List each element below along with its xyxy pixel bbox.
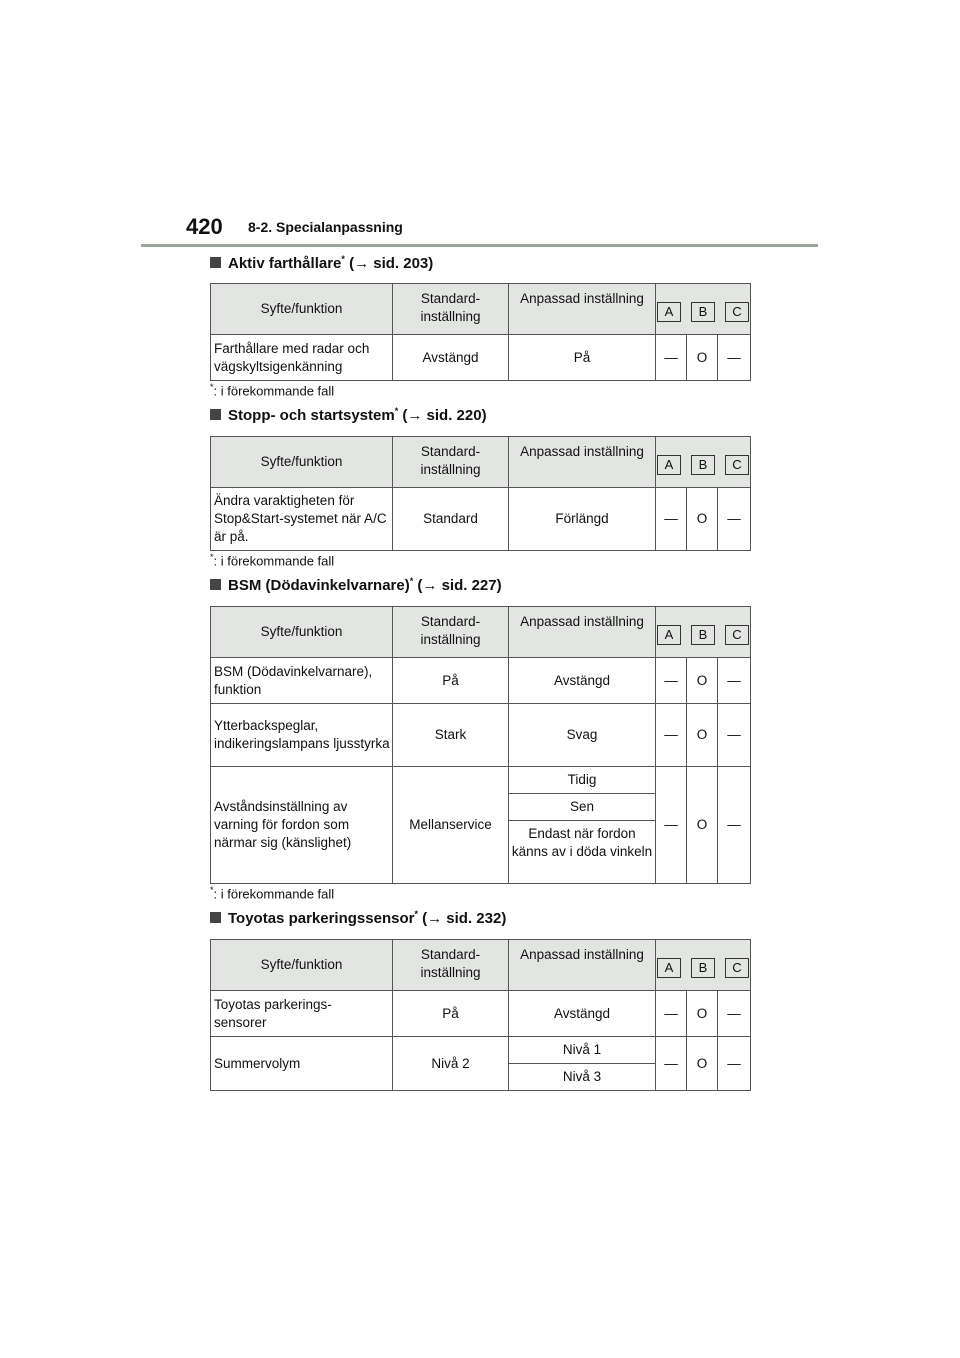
section-title-text: Stopp- och startsystem	[228, 407, 395, 424]
chapter-title: 8-2. Specialanpassning	[248, 219, 403, 235]
page-reference: (→ sid. 220)	[398, 407, 487, 424]
cell-c: —	[718, 488, 751, 551]
footnote-marker: *	[409, 576, 414, 586]
cell-a: —	[656, 1037, 687, 1091]
label-b-box: B	[691, 625, 715, 645]
cell-c: —	[718, 658, 751, 704]
label-c-box: C	[725, 455, 749, 475]
label-a-box: A	[657, 302, 681, 322]
cell-b: O	[687, 335, 718, 381]
label-b-box: B	[691, 302, 715, 322]
cell-default: Stark	[393, 704, 509, 767]
table-row	[211, 658, 751, 704]
table-header-row	[211, 940, 751, 991]
cell-default: Avstängd	[393, 335, 509, 381]
label-a-box: A	[657, 958, 681, 978]
label-a-box: A	[657, 625, 681, 645]
settings-table	[210, 436, 751, 551]
cell-a: —	[656, 704, 687, 767]
label-c-box: C	[725, 625, 749, 645]
cell-purpose: Ytterbackspeglar, indikeringslampans ljusstyrka	[211, 704, 393, 767]
page-number: 420	[186, 214, 223, 239]
table-header-row	[211, 437, 751, 488]
settings-table	[210, 939, 751, 1091]
table-row	[211, 767, 751, 794]
cell-b: O	[687, 488, 718, 551]
label-b-box: B	[691, 455, 715, 475]
cell-a: —	[656, 767, 687, 884]
footnote-text: : i förekommande fall	[213, 383, 335, 399]
footnote-text: : i förekommande fall	[213, 886, 335, 902]
cell-b: O	[687, 991, 718, 1037]
footnote-marker: *	[394, 406, 399, 416]
label-c-box: C	[725, 302, 749, 322]
cell-purpose: BSM (Dödavinkelvarnare), funktion	[211, 658, 393, 704]
cell-b: O	[687, 767, 718, 884]
header-custom: Anpassad inställning	[509, 607, 656, 658]
cell-c: —	[718, 1037, 751, 1091]
cell-a: —	[656, 488, 687, 551]
cell-c: —	[718, 767, 751, 884]
settings-table	[210, 283, 751, 381]
cell-purpose: Avståndsinställning av varning för fordon som närmar sig (känslighet)	[211, 767, 393, 884]
abc-labels	[656, 302, 750, 322]
cell-purpose: Toyotas parkerings- sensorer	[211, 991, 393, 1037]
section-title-text: Aktiv farthållare	[228, 255, 342, 272]
page-reference: (→ sid. 232)	[417, 910, 507, 927]
table-row	[211, 991, 751, 1037]
footnote	[210, 885, 334, 901]
abc-labels	[656, 625, 750, 645]
cell-purpose: Summervolym	[211, 1037, 393, 1091]
section-title	[210, 254, 433, 272]
cell-a: —	[656, 658, 687, 704]
cell-a: —	[656, 335, 687, 381]
header-rule	[141, 244, 818, 247]
section-title	[210, 576, 502, 594]
header-purpose: Syfte/funktion	[211, 607, 393, 658]
section-title	[210, 909, 506, 927]
cell-custom: Endast när fordon känns av i döda vinkeln	[509, 821, 656, 884]
footnote-marker: *	[210, 382, 214, 392]
section-title-text: Toyotas parkeringssensor	[228, 910, 415, 927]
cell-default: På	[393, 991, 509, 1037]
cell-b: O	[687, 704, 718, 767]
cell-custom: Nivå 3	[509, 1064, 656, 1091]
page-reference: (→ sid. 203)	[344, 255, 434, 272]
cell-default: Standard	[393, 488, 509, 551]
header-abc	[656, 437, 751, 488]
header-abc	[656, 284, 751, 335]
cell-purpose: Farthållare med radar och vägskyltsigenkänning	[211, 335, 393, 381]
cell-c: —	[718, 991, 751, 1037]
cell-default: Nivå 2	[393, 1037, 509, 1091]
footnote-marker: *	[210, 885, 214, 895]
cell-b: O	[687, 658, 718, 704]
table-header-row	[211, 284, 751, 335]
square-bullet-icon	[210, 579, 221, 590]
table-header-row	[211, 607, 751, 658]
header-purpose: Syfte/funktion	[211, 437, 393, 488]
page-reference: (→ sid. 227)	[413, 577, 502, 594]
header-purpose: Syfte/funktion	[211, 940, 393, 991]
square-bullet-icon	[210, 912, 221, 923]
cell-c: —	[718, 704, 751, 767]
header-custom: Anpassad inställning	[509, 437, 656, 488]
cell-custom: Förlängd	[509, 488, 656, 551]
header-default: Standard- inställning	[393, 284, 509, 335]
cell-default: På	[393, 658, 509, 704]
header-default: Standard- inställning	[393, 437, 509, 488]
table-row	[211, 488, 751, 551]
abc-labels	[656, 958, 750, 978]
cell-custom: Avstängd	[509, 991, 656, 1037]
footnote	[210, 382, 334, 398]
cell-a: —	[656, 991, 687, 1037]
header-custom: Anpassad inställning	[509, 284, 656, 335]
header-default: Standard- inställning	[393, 607, 509, 658]
square-bullet-icon	[210, 409, 221, 420]
footnote-marker: *	[341, 254, 345, 264]
footnote-text: : i förekommande fall	[213, 553, 335, 569]
page-header	[186, 214, 826, 244]
cell-custom: Svag	[509, 704, 656, 767]
label-a-box: A	[657, 455, 681, 475]
cell-c: —	[718, 335, 751, 381]
cell-custom: Nivå 1	[509, 1037, 656, 1064]
label-c-box: C	[725, 958, 749, 978]
footnote-marker: *	[414, 909, 418, 919]
section-title-text: BSM (Dödavinkelvarnare)	[228, 577, 410, 594]
table-row	[211, 335, 751, 381]
header-abc	[656, 940, 751, 991]
header-custom: Anpassad inställning	[509, 940, 656, 991]
header-purpose: Syfte/funktion	[211, 284, 393, 335]
cell-custom: Sen	[509, 794, 656, 821]
section-title	[210, 406, 487, 424]
table-row	[211, 1037, 751, 1064]
footnote	[210, 552, 334, 568]
header-default: Standard- inställning	[393, 940, 509, 991]
cell-b: O	[687, 1037, 718, 1091]
cell-custom: På	[509, 335, 656, 381]
cell-default: Mellanservice	[393, 767, 509, 884]
abc-labels	[656, 455, 750, 475]
square-bullet-icon	[210, 257, 221, 268]
cell-custom: Tidig	[509, 767, 656, 794]
header-abc	[656, 607, 751, 658]
footnote-marker: *	[210, 552, 214, 562]
label-b-box: B	[691, 958, 715, 978]
settings-table	[210, 606, 751, 884]
table-row	[211, 704, 751, 767]
cell-purpose: Ändra varaktigheten för Stop&Start-systemet när A/C är på.	[211, 488, 393, 551]
cell-custom: Avstängd	[509, 658, 656, 704]
